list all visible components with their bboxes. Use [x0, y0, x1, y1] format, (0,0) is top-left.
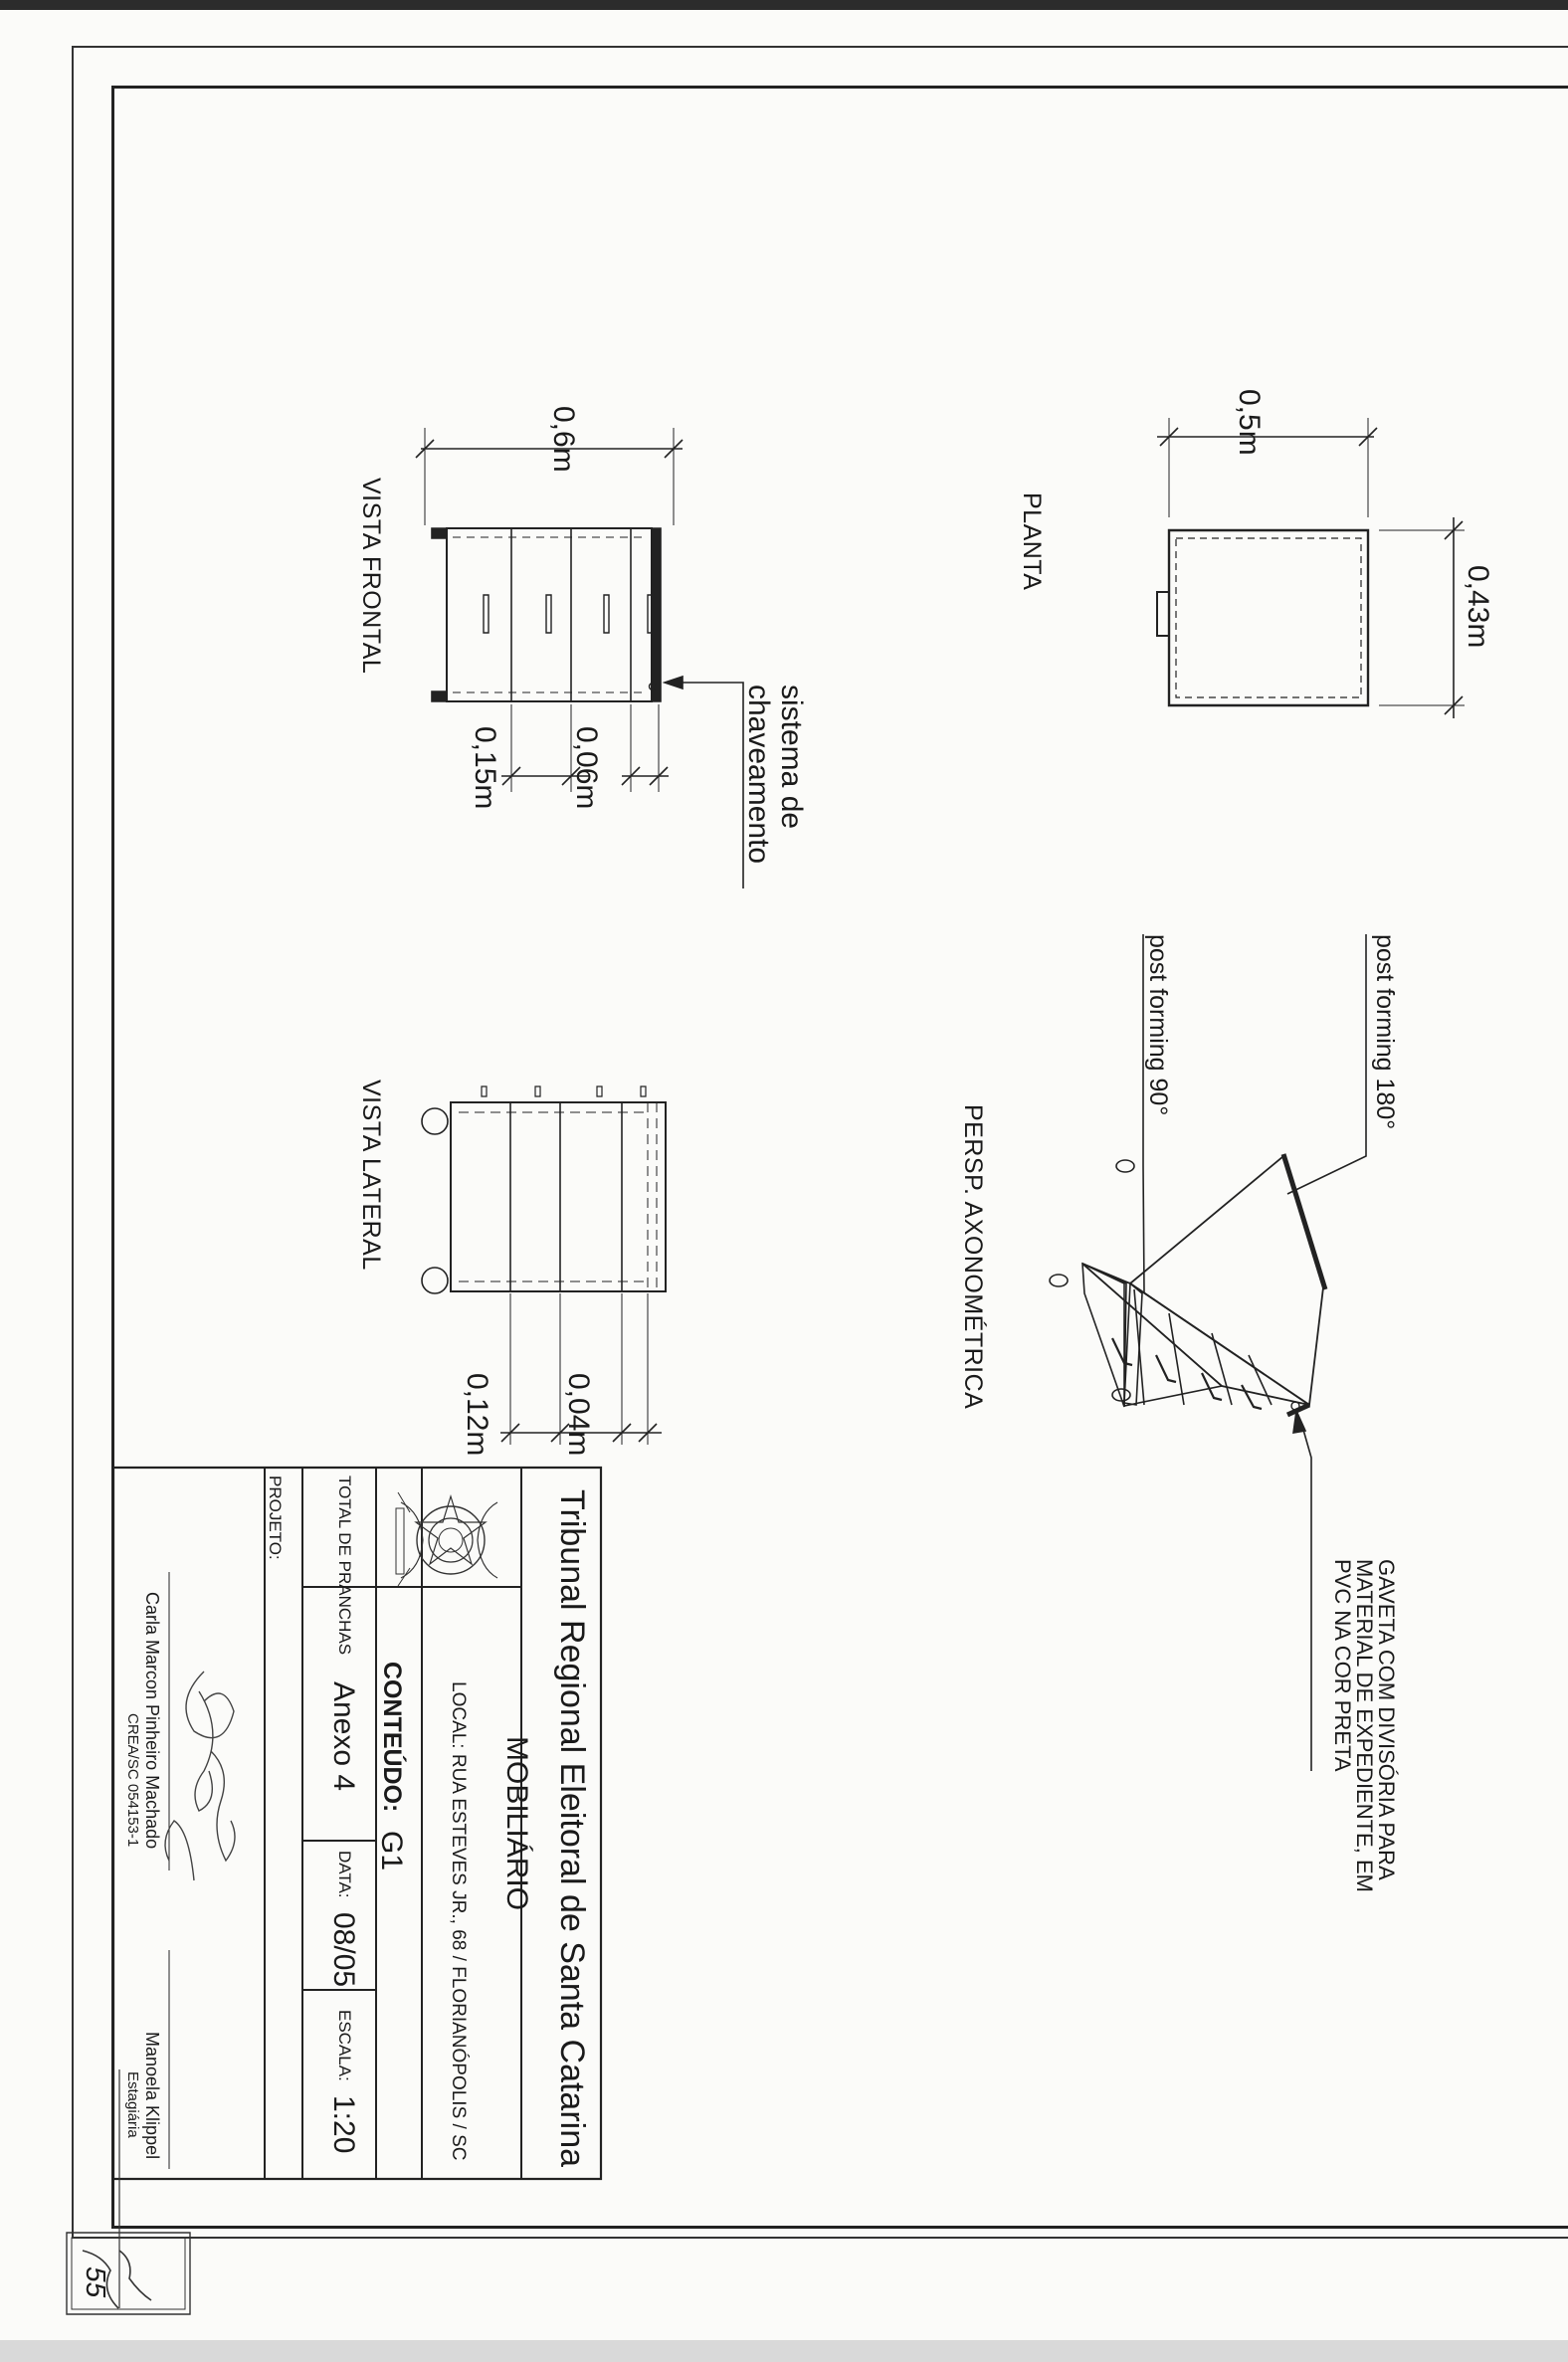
scale-label: ESCALA: — [335, 2010, 354, 2081]
front-top-dimension: 0,06m — [570, 726, 603, 810]
location-text: LOCAL: RUA ESTEVES JR., 68 / FLORIANÓPOLIS / SC — [448, 1681, 469, 2161]
side-top-dimension: 0,04m — [562, 1373, 595, 1457]
side-view-label: VISTA LATERAL — [357, 1080, 385, 1271]
side-view-drawing — [422, 1086, 666, 1445]
drawer-note-line-1: GAVETA COM DIVISÓRIA PARA — [1374, 1559, 1399, 1880]
axonometric-view-drawing — [1050, 934, 1366, 1771]
plan-depth-dimension: 0,43m — [1462, 565, 1494, 649]
author-registration: CREA/SC 054153-1 — [124, 1713, 141, 1848]
front-view-label: VISTA FRONTAL — [357, 478, 385, 675]
scale-value: 1:20 — [327, 2095, 360, 2154]
stamp-number: 55 — [81, 2266, 111, 2298]
coat-of-arms-of-brazil — [396, 1492, 497, 1586]
plan-view-label: PLANTA — [1018, 492, 1046, 591]
front-drawer-dimension: 0,15m — [469, 726, 501, 810]
total-sheets-value: Anexo 4 — [327, 1681, 360, 1792]
drawer-note-line-2: MATERIAL DE EXPEDIENTE, EM — [1352, 1559, 1377, 1892]
plan-width-dimension: 0,5m — [1233, 389, 1266, 456]
lock-note-line-2: chaveamento — [742, 685, 775, 865]
side-drawer-dimension: 0,12m — [461, 1373, 493, 1457]
total-sheets-label: TOTAL DE PRANCHAS — [335, 1476, 354, 1656]
project-label: PROJETO: — [266, 1476, 285, 1560]
front-width-dimension: 0,6m — [547, 406, 580, 473]
date-label: DATA: — [335, 1851, 354, 1898]
content-label: CONTEÚDO: — [378, 1662, 406, 1813]
plan-view-drawing — [1157, 418, 1465, 718]
post-forming-90-note: post forming 90° — [1144, 934, 1172, 1116]
front-view-drawing — [416, 428, 743, 888]
signature-carla — [165, 1672, 235, 1880]
intern-role: Estagiária — [124, 2071, 141, 2138]
institution-title: Tribunal Regional Eleitoral de Santa Catarina — [553, 1489, 591, 2168]
axonometric-view-label: PERSP. AXONOMÉTRICA — [959, 1104, 987, 1410]
subject-title: MOBILIÁRIO — [500, 1736, 533, 1911]
content-value: G1 — [375, 1831, 408, 1871]
author-name: Carla Marcon Pinheiro Machado — [142, 1592, 162, 1850]
lock-note-line-1: sistema de — [775, 685, 808, 830]
drawer-note-line-3: PVC NA COR PRETA — [1330, 1559, 1355, 1772]
date-value: 08/05 — [327, 1912, 360, 1988]
intern-name: Manoela Klippel — [142, 2032, 162, 2160]
post-forming-180-note: post forming 180° — [1371, 934, 1399, 1130]
